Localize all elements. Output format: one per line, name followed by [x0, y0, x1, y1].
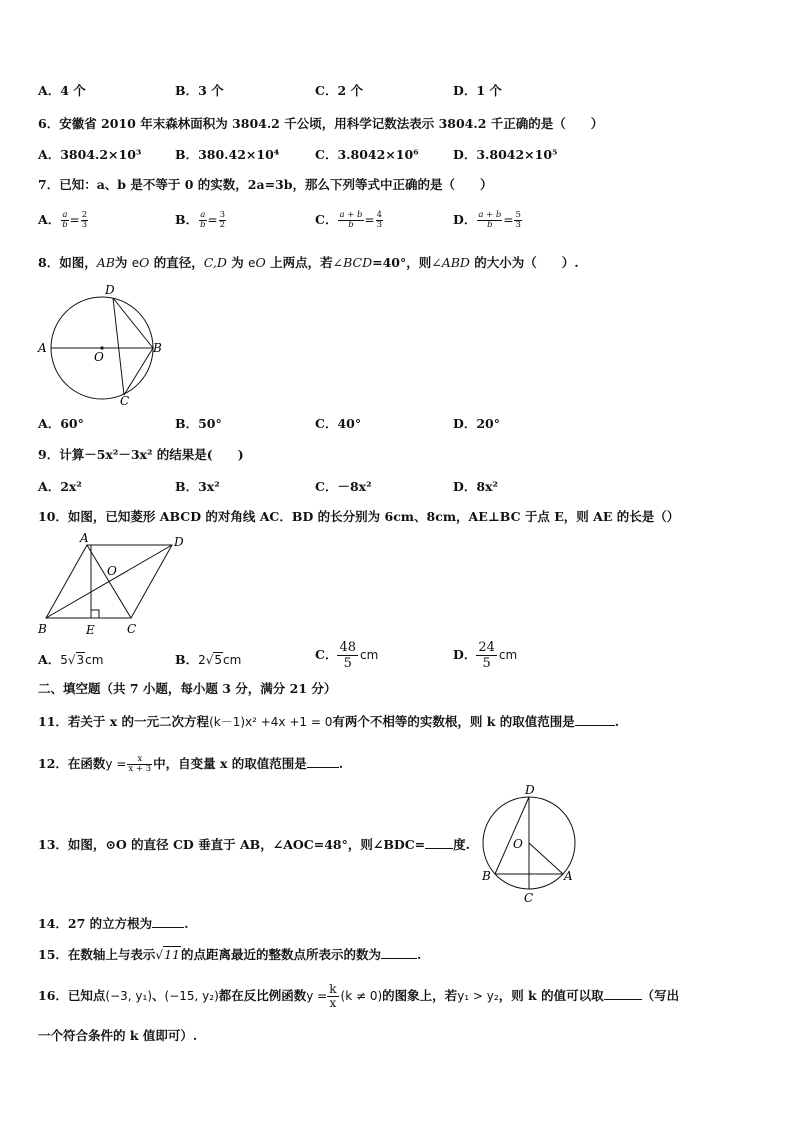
unit: cm: [85, 653, 104, 667]
denominator: 2: [219, 220, 226, 230]
denominator: b: [200, 220, 206, 230]
q8-options: [38, 414, 758, 434]
q8-option-c: C．40°: [315, 416, 362, 431]
q11-text: 11．若关于 x 的一元二次方程: [38, 714, 210, 729]
q16-text: 16．已知点: [38, 988, 106, 1003]
q10-label-d: D: [174, 535, 184, 549]
unit: cm: [360, 648, 379, 662]
q10-stem: 10．如图，已知菱形 ABCD 的对角线 AC．BD 的长分别为 6cm、8cm，AE⊥BC 于点 E，则 AE 的长是（）: [38, 509, 680, 524]
numerator: a + b: [478, 210, 502, 220]
q16-condition: (k ≠ 0): [340, 989, 383, 1003]
q10-label-a: A: [80, 531, 89, 545]
q16-point-2: (−15, y₂): [164, 989, 219, 1003]
numerator: 4: [376, 210, 382, 220]
fraction: [61, 211, 68, 230]
q10-label-o: O: [107, 564, 117, 578]
q5-option-c: C．2 个: [315, 83, 363, 98]
q10-figure: [30, 530, 200, 642]
q10-option-b: B．2√5cm: [175, 652, 242, 667]
q8-text: 为: [226, 255, 249, 270]
q10-label-option-c: C．: [315, 647, 338, 662]
q12-text: .: [338, 756, 344, 771]
answer-blank: [152, 915, 184, 928]
q6-stem: 6．安徽省 2010 年末森林面积为 3804.2 千公顷，用科学记数法表示 3804.2 千正确的是（ ）: [38, 116, 604, 131]
q8-math-angle-bcd: ∠BCD: [332, 255, 373, 270]
equals: =: [69, 213, 80, 227]
denominator: b: [348, 220, 354, 230]
q8-text: 的直径，: [149, 255, 204, 270]
circle-symbol: e: [248, 256, 256, 270]
denominator: 3: [376, 220, 382, 230]
denominator: b: [62, 220, 68, 230]
q10-option-d: [453, 640, 517, 671]
q13-label-b: B: [482, 869, 491, 883]
denominator: 5: [343, 656, 352, 671]
q15-text: 的点距离最近的整数点所表示的数为: [180, 947, 381, 962]
q8-stem: [38, 254, 579, 272]
denominator: 3: [515, 220, 521, 230]
numerator: a + b: [339, 210, 363, 220]
q11-equation: (k－1)x² +4x +1 = 0: [209, 715, 333, 729]
q12-text: 中，自变量 x 的取值范围是: [153, 756, 307, 771]
q8-figure: [30, 278, 170, 408]
fraction: [514, 211, 521, 230]
q8-math-o: O: [255, 255, 266, 270]
fraction: [476, 640, 497, 671]
q8-text: 的大小为（ ）.: [469, 255, 579, 270]
q11-text: 有两个不相等的实数根，则 k 的取值范围是: [332, 714, 575, 729]
q8-option-d: D．20°: [453, 416, 500, 431]
numerator: 5: [515, 210, 521, 220]
q9-option-b: B．3x²: [175, 479, 220, 494]
denominator: x: [329, 996, 337, 1010]
answer-blank: [307, 755, 339, 768]
q6-options: [38, 145, 758, 165]
q7-stem: 7．已知：a、b 是不等于 0 的实数，2a=3b，那么下列等式中正确的是（ ）: [38, 177, 493, 192]
q12-text: 12．在函数: [38, 756, 106, 771]
q7-option-b: [175, 210, 227, 230]
numerator: k: [329, 982, 337, 996]
section-title: 二、填空题（共 7 小题，每小题 3 分，满分 21 分）: [38, 681, 337, 696]
numerator: 2: [81, 210, 88, 220]
q12-stem: [38, 755, 343, 774]
q8-label-a: A: [38, 341, 47, 355]
q8-text: =40°，则: [372, 255, 432, 270]
q8-label-d: D: [105, 283, 115, 297]
fraction: [376, 211, 383, 230]
radicand: 11: [164, 947, 180, 962]
q13-label-c: C: [524, 891, 534, 905]
q8-math-ab: AB: [96, 255, 115, 270]
q8-text: 8．如图，: [38, 255, 97, 270]
fraction: [327, 983, 338, 1010]
q10-label-option-d: D．: [453, 647, 477, 662]
q10-option-c: [315, 640, 378, 671]
numerator: a: [62, 210, 68, 220]
q16-text: 、: [152, 988, 165, 1003]
q5-options: [38, 81, 758, 101]
fraction: [127, 755, 152, 774]
q11-text: .: [614, 714, 620, 729]
q5-option-b: B．3 个: [175, 83, 224, 98]
radicand: 5: [214, 653, 223, 667]
coefficient: 5: [60, 653, 68, 667]
q10-label-c: C: [127, 622, 137, 636]
q10-label-option-b: B．: [175, 652, 199, 667]
circle-symbol: e: [131, 256, 140, 270]
q11-stem: [38, 713, 619, 731]
q8-math-cd: C,D: [203, 255, 227, 270]
denominator: b: [487, 220, 493, 230]
q7-label-d: D．: [453, 212, 477, 227]
q7-label-a: A．: [38, 212, 61, 227]
q9-option-a: A．2x²: [38, 479, 82, 494]
q8-label-b: B: [153, 341, 162, 355]
radicand: 3: [76, 653, 85, 667]
q7-options: [38, 210, 758, 234]
q9-option-c: C．－8x²: [315, 479, 372, 494]
q13-label-d: D: [525, 783, 535, 797]
coefficient: 2: [198, 653, 206, 667]
q8-option-b: B．50°: [175, 416, 222, 431]
denominator: 5: [482, 656, 491, 671]
fraction: [199, 211, 206, 230]
q8-label-c: C: [120, 394, 130, 408]
q10-label-b: B: [38, 622, 47, 636]
q6-option-a: A．3804.2×10³: [38, 147, 142, 162]
equals: =: [364, 213, 375, 227]
q8-math-o: O: [139, 255, 150, 270]
numerator: a: [200, 210, 206, 220]
fraction: [338, 211, 363, 230]
q13-stem: [38, 836, 470, 854]
unit: cm: [223, 653, 242, 667]
q9-stem: 9．计算－5x²－3x² 的结果是( ): [38, 447, 244, 462]
q13-figure: [478, 782, 590, 906]
q14-text: 14．27 的立方根为: [38, 916, 153, 931]
q6-option-b: B．380.42×10⁴: [175, 147, 280, 162]
q8-text: 为: [114, 255, 132, 270]
q16-text: ，则 k 的值可以取: [498, 988, 604, 1003]
answer-blank: [381, 946, 417, 959]
q7-option-d: [453, 210, 523, 230]
q13-text: 度.: [453, 837, 471, 852]
q13-text: 13．如图，⊙O 的直径 CD 垂直于 AB，∠AOC=48°，则∠BDC=: [38, 837, 426, 852]
q16-stem: [38, 983, 679, 1010]
answer-blank: [604, 987, 642, 1000]
equals: =: [207, 213, 218, 227]
q14-stem: [38, 915, 189, 933]
q16-inequality: y₁ > y₂: [457, 989, 499, 1003]
q10-label-e: E: [86, 623, 95, 637]
q16-text: 的图象上，若: [382, 988, 458, 1003]
q15-text: .: [416, 947, 422, 962]
q7-label-b: B．: [175, 212, 199, 227]
denominator: 3: [81, 220, 88, 230]
q7-label-c: C．: [315, 212, 338, 227]
q16-y: y =: [306, 989, 328, 1003]
answer-blank: [425, 836, 453, 849]
q13-label-a: A: [564, 869, 573, 883]
q15-stem: 15．在数轴上与表示√11的点距离最近的整数点所表示的数为 .: [38, 947, 422, 962]
q6-option-c: C．3.8042×10⁶: [315, 147, 419, 162]
fraction: [477, 211, 502, 230]
fraction: [337, 640, 358, 671]
q14-text: .: [184, 916, 189, 931]
q6-option-d: D．3.8042×10⁵: [453, 147, 558, 162]
numerator: x: [127, 755, 152, 765]
equals: =: [503, 213, 514, 227]
q16-point-1: (−3, y₁): [105, 989, 152, 1003]
numerator: 3: [219, 210, 226, 220]
q8-math-angle-abd: ∠ABD: [431, 255, 470, 270]
q15-text: 15．在数轴上与表示: [38, 947, 156, 962]
q16-text: （写出: [641, 988, 680, 1003]
q9-option-d: D．8x²: [453, 479, 498, 494]
q7-option-a: [38, 210, 89, 230]
q10-label-option-a: A．: [38, 652, 61, 667]
fraction: [81, 211, 88, 230]
numerator: 48: [339, 640, 356, 655]
q16-line2: 一个符合条件的 k 值即可）.: [38, 1028, 198, 1043]
q13-label-o: O: [513, 837, 523, 851]
q5-option-d: D．1 个: [453, 83, 502, 98]
q7-option-c: [315, 210, 384, 230]
q10-option-a: A．5√3cm: [38, 652, 104, 667]
answer-blank: [575, 713, 615, 726]
q9-options: [38, 477, 758, 497]
q8-option-a: A．60°: [38, 416, 84, 431]
q8-label-o: O: [94, 350, 104, 364]
q5-option-a: A．4 个: [38, 83, 86, 98]
fraction: [219, 211, 226, 230]
numerator: 24: [478, 640, 495, 655]
q16-text: 都在反比例函数: [218, 988, 307, 1003]
q10-options: [38, 640, 758, 678]
unit: cm: [498, 648, 518, 662]
denominator: x + 3: [128, 764, 152, 774]
q12-y: y =: [105, 757, 127, 771]
q8-text: 上两点，若: [265, 255, 333, 270]
